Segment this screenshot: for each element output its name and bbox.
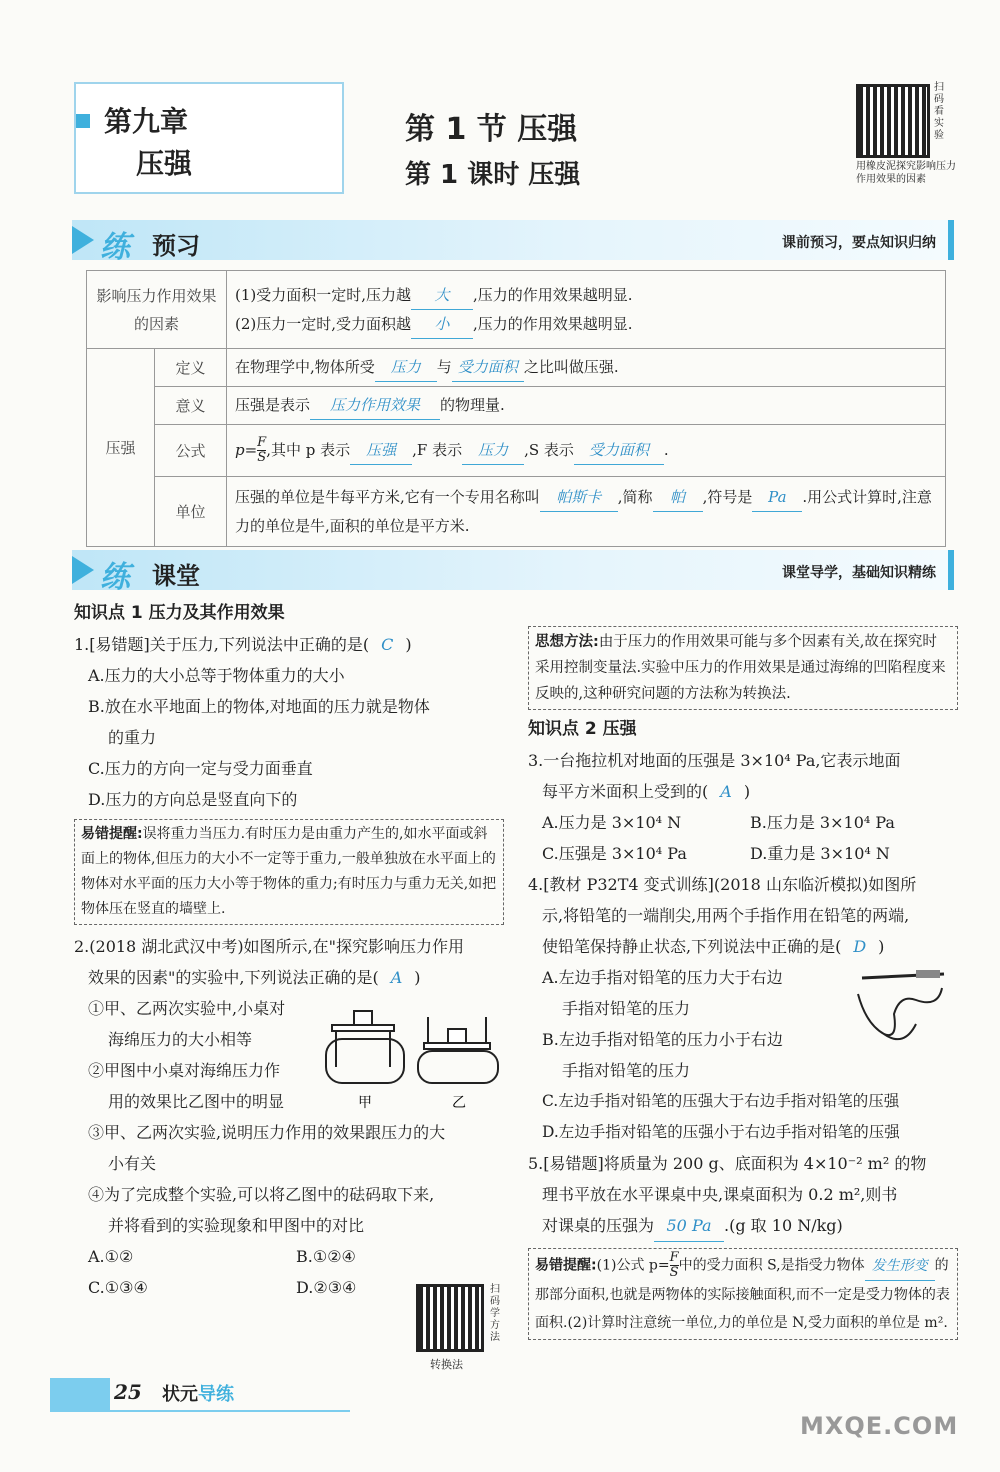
answer-blank: 受力面积 <box>574 436 664 465</box>
option: D.压力的方向总是竖直向下的 <box>88 790 298 809</box>
pencil-fingers-figure <box>854 964 954 1050</box>
chapter-marker-icon <box>76 114 90 128</box>
left-column: 知识点 1 压力及其作用效果 1.[易错题]关于压力,下列说法中正确的是( C ) A.压力的大小总等于物体重力的大小 B.放在水平地面上的物体,对地面的压力就是物体 的重力 C.压力的方向一定与受力面垂直 D.压力的方向总是竖直向下的 易错提醒:误将重力当压力.有时压力是由重力产生的,如水平面或斜面上的物体,但压力的大小不一定等于重力,一般单独放在水平面上的物体对水平面的压力大小等于物体的重力;有时压力与重力无关,如把物体压在竖直的墙壁上. 2.(2018 湖北武汉中考)如图所示,在"探究影响压力作用 效果的因素"的实验中,下列说法正确的是( A ) ①甲、乙两次实验中,小桌对 海绵压力的大小相等 ②甲图中小桌对海绵压力作 用的效果比乙图中的明显 甲 乙 ③甲、乙两次实验,说明压力作用的效果跟压力的大 小有关 ④为了完成整个实验,可以将乙图中的砝码取下来, 并将看到的实验现象和甲图中的对比 A.①② B.①②④ C.①③④ D.②③④ <box>74 598 504 1303</box>
answer: A <box>390 968 403 987</box>
class-banner <box>72 550 954 595</box>
table-row <box>87 271 946 349</box>
unit-label: 单位 <box>155 477 227 547</box>
banner-arrow-icon <box>72 556 94 584</box>
factor-content: (1)受力面积一定时,压力越 大 ,压力的作用效果越明显. (2)压力一定时,受力面积越 小 ,压力的作用效果越明显. <box>227 271 946 349</box>
option: 的重力 <box>108 728 157 747</box>
answer-blank: 大 <box>411 281 473 310</box>
option: B.压力是 3×10⁴ Pa <box>750 813 895 832</box>
answer-blank: 压力 <box>375 353 437 382</box>
question-4: 4.[教材 P32T4 变式训练](2018 山东临沂模拟)如图所 <box>528 875 917 894</box>
right-column: 思想方法:由于压力的作用效果可能与多个因素有关,故在探究时采用控制变量法.实验中压力的作用效果是通过海绵的凹陷程度来反映的,这种研究问题的方法称为转换法. 知识点 2 压强 3.一台拖拉机对地面的压强是 3×10⁴ Pa,它表示地面 每平方米面积上受到的( A ) A.压力是 3×10⁴ N B.压力是 3×10⁴ Pa C.压强是 3×10⁴ Pa D.重力是 3×10⁴ N 4.[教材 P32T4 变式训练](2018 山东临沂模拟)如图所 示,将铅笔的一端削尖,用两个手指作用在铅笔的两端, 使铅笔保持静止状态,下列说法中正确的是( D ) A.左边手指对铅笔的压力大于右边 手指对铅笔的压力 B.左边手指对铅笔的压力小于右边 手指对铅笔的压力 C.左边手指对铅笔的压强大于右边手指对铅笔的压强 D.左边手指对铅笔的压强小于右边手指对铅笔的压强 5.[易错题]将质量为 200 g、底面积为 4×10⁻² m² 的物 理书平放在水平课桌中央,课桌面积为 0.2 m²,则书 对课桌的压强为 50 Pa .(g 取 10 N/kg) 易错提醒:(1)公式 p= $\frac{F}{S}$ 中的受力面积 S,是指受力物体 发生形变 的那部分面积,也就是两物体的实际接触面积,而不一定是受力物体的表面积.(2)计算时注意统一单位,力的单位是 N,受力面积的单位是 m². <box>528 626 958 1340</box>
formula-label: 公式 <box>155 425 227 477</box>
chapter-number: 第九章 <box>104 105 189 138</box>
figure-label-yi: 乙 <box>452 1095 466 1111</box>
tip-box: 易错提醒:(1)公式 p= $\frac{F}{S}$ 中的受力面积 S,是指受力物体 发生形变 的那部分面积,也就是两物体的实际接触面积,而不一定是受力物体的表面积.(2)计算时注意统一单位,力的单位是 N,受力面积的单位是 m². <box>528 1248 958 1340</box>
option: B.左边手指对铅笔的压力小于右边 <box>542 1030 783 1049</box>
table-row <box>87 349 946 387</box>
answer-blank: 压力 <box>462 436 524 465</box>
qr-caption: 转换法 <box>430 1358 463 1371</box>
watermark: MXQE.COM <box>800 1412 959 1440</box>
footer-divider <box>50 1410 350 1412</box>
factor-label: 影响压力作用效果的因素 <box>87 271 227 349</box>
table-row <box>87 425 946 477</box>
answer: A <box>720 782 732 801</box>
meaning-label: 意义 <box>155 387 227 425</box>
question-1: 1.[易错题]关于压力,下列说法中正确的是( C ) <box>74 635 412 654</box>
banner-title: 预习 <box>152 232 200 260</box>
question-3: 3.一台拖拉机对地面的压强是 3×10⁴ Pa,它表示地面 <box>528 751 901 770</box>
def-content: 在物理学中,物体所受 压力 与 受力面积 之比叫做压强. <box>227 349 946 387</box>
banner-arrow-icon <box>72 226 94 254</box>
banner-subtitle: 课堂导学，基础知识精练 <box>782 565 936 581</box>
question-5: 5.[易错题]将质量为 200 g、底面积为 4×10⁻² m² 的物 <box>528 1154 927 1173</box>
figure-label-jia: 甲 <box>358 1095 372 1111</box>
option: B.放在水平地面上的物体,对地面的压力就是物体 <box>88 697 430 716</box>
qr-side-label: 扫码学方法 <box>490 1284 500 1343</box>
option: A.左边手指对铅笔的压力大于右边 <box>542 968 783 987</box>
formula-fraction: $\frac{F}{S}$ <box>257 435 267 466</box>
answer-blank: Pa <box>752 483 802 512</box>
chapter-name: 压强 <box>136 147 193 180</box>
qr-side-label: 扫码看实验 <box>934 82 944 141</box>
answer-blank: 帕 <box>653 483 703 512</box>
lesson-title: 第 1 课时 压强 <box>405 160 581 190</box>
chapter-box <box>74 82 344 194</box>
table-row <box>87 387 946 425</box>
knowledge-point-1: 知识点 1 压力及其作用效果 <box>74 603 285 623</box>
page-number: 25 <box>114 1380 142 1404</box>
formula-content: p= $\frac{F}{S}$ ,其中 p 表示 压强 ,F 表示 压力 ,S 表示 受力面积 . <box>227 425 946 477</box>
option: C.①③④ <box>88 1278 148 1297</box>
footer-bar <box>50 1378 110 1410</box>
answer-blank: 压力作用效果 <box>310 391 440 420</box>
option: C.压力的方向一定与受力面垂直 <box>88 759 313 778</box>
option: C.左边手指对铅笔的压强大于右边手指对铅笔的压强 <box>542 1092 900 1110</box>
answer: C <box>381 635 394 654</box>
preview-banner <box>72 220 954 265</box>
pressure-label: 压强 <box>87 349 155 547</box>
qr-code-icon[interactable] <box>416 1284 484 1352</box>
tip-box: 易错提醒:误将重力当压力.有时压力是由重力产生的,如水平面或斜面上的物体,但压力的大小不一定等于重力,一般单独放在水平面上的物体对水平面的压力大小等于物体的重力;有时压力与重力无关,如把物体压在竖直的墙壁上. <box>74 819 504 925</box>
option: D.②③④ <box>296 1278 357 1297</box>
option: B.①②④ <box>296 1247 356 1266</box>
unit-content: 压强的单位是牛每平方米,它有一个专用名称叫 帕斯卡 ,简称 帕 ,符号是 Pa .用公式计算时,注意力的单位是牛,面积的单位是平方米. <box>227 477 946 547</box>
option: A.①② <box>88 1247 134 1266</box>
table-row <box>87 477 946 547</box>
def-label: 定义 <box>155 349 227 387</box>
option: C.压强是 3×10⁴ Pa <box>542 844 687 863</box>
method-box: 思想方法:由于压力的作用效果可能与多个因素有关,故在探究时采用控制变量法.实验中压力的作用效果是通过海绵的凹陷程度来反映的,这种研究问题的方法称为转换法. <box>528 626 958 710</box>
banner-subtitle: 课前预习，要点知识归纳 <box>782 235 936 251</box>
option: D.重力是 3×10⁴ N <box>750 844 890 863</box>
qr-caption: 用橡皮泥探究影响压力作用效果的因素 <box>856 161 956 185</box>
answer-blank: 受力面积 <box>452 353 524 382</box>
meaning-content: 压强是表示 压力作用效果 的物理量. <box>227 387 946 425</box>
banner-lian-icon: 练 <box>100 230 130 265</box>
qr-code-icon[interactable] <box>856 84 930 158</box>
option: A.压力的大小总等于物体重力的大小 <box>88 666 345 685</box>
option: D.左边手指对铅笔的压强小于右边手指对铅笔的压强 <box>542 1123 900 1141</box>
answer: D <box>853 937 867 956</box>
answer-blank: 帕斯卡 <box>540 483 618 512</box>
banner-title: 课堂 <box>152 562 200 590</box>
question-2: 2.(2018 湖北武汉中考)如图所示,在"探究影响压力作用 <box>74 937 465 956</box>
preview-table <box>86 270 946 547</box>
knowledge-point-2: 知识点 2 压强 <box>528 719 637 739</box>
section-title: 第 1 节 压强 <box>405 112 578 147</box>
answer-blank: 压强 <box>350 436 412 465</box>
brand-logo: 状元导练 <box>162 1384 234 1405</box>
banner-lian-icon: 练 <box>100 560 130 595</box>
answer-blank: 小 <box>411 310 473 339</box>
answer-blank: 发生形变 <box>865 1252 935 1281</box>
answer-blank: 50 Pa <box>654 1210 724 1242</box>
option: A.压力是 3×10⁴ N <box>542 813 682 832</box>
table-sponge-figure <box>324 997 502 1117</box>
